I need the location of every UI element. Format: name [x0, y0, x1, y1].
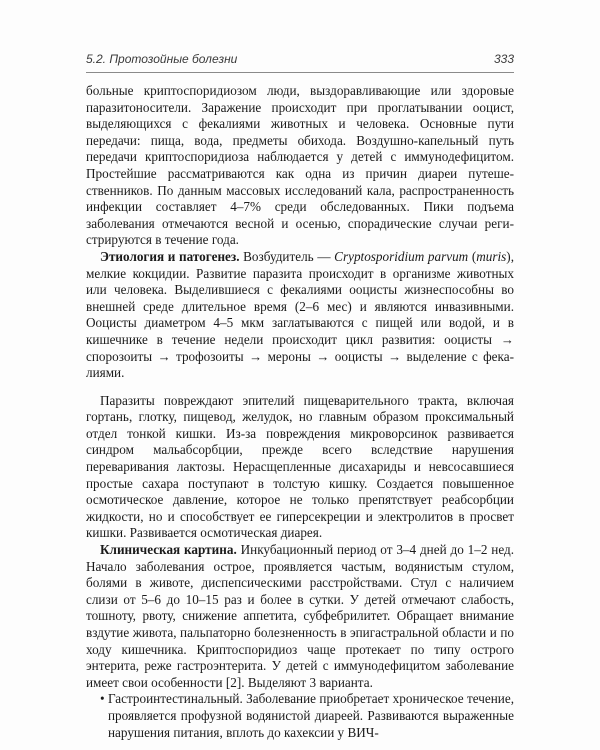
section-title: 5.2. Протозойные болезни: [86, 52, 238, 66]
paragraph-text: больные криптоспоридиозом люди, выздоравливающие или здоровые паразитоносители. Заражение происходит при проглатывании ооцист, выделяющихся с фекалиями животных и человека. Основные пути передачи: пища, вода, предметы обихода. Воздушно-капельный путь передачи криптоспоридиоза наблюдается у детей с иммунодефицитом. Простейшие рассматриваются как одна из причин диареи путешественников. По данным массовых исследований кала, распространенность инфекции составляет 4–7% среди обследованных. Пики подъема заболевания отмечаются весной и осенью, спорадические случаи регистрируются в течение года.: [86, 83, 514, 248]
header-divider: [86, 72, 514, 73]
species-name: Cryptosporidium parvum: [334, 248, 469, 264]
paragraph-heading: Этиология и патогенез.: [100, 248, 240, 264]
list-item: [86, 691, 514, 741]
paragraph-text: Паразиты повреждают эпителий пищеварительного тракта, включая гортань, глотку, пищевод, желудок, но главным образом проксимальный отдел тонкой кишки. Из-за повреждения микроворсинок развивается синдром мальабсорбции, прежде всего вследствие нарушения переваривания лактозы. Нерасщепленные дисахариды и невсосавшиеся простые сахара поступают в толстую кишку. Создается повышенное осмотическое давление, которое не только препятствует реабсорбции жидкости, но и способствует ее гиперсекреции и электролитов в просвет кишки. Развивается осмотическая диарея.: [86, 392, 514, 541]
paragraph-text: Инкубационный период от 3–4 дней до 1–2 нед. Начало заболевания острое, проявляется частым, водянистым стулом, болями в животе, диспепсическими расстройствами. Стул с наличием слизи от 5–6 до 10–15 раз и более в сутки. У детей отмечают слабость, тошноту, рвоту, снижение аппетита, субфебрилитет. Обращает внимание вздутие живота, пальпаторно болезненность в эпигастральной области и по ходу кишечника. Криптоспоридиоз чаще протекает по типу острого энтерита, реже гастроэнтерита. У детей с иммунодефицитом заболевание имеет свои особенности [2]. Выделяют 3 варианта.: [86, 542, 515, 690]
paragraph-continuation: [86, 83, 514, 249]
bullet-marker: •: [100, 691, 105, 707]
paragraph-heading: Клиническая картина.: [100, 542, 237, 558]
species-synonym: muris: [476, 248, 507, 264]
paragraph-text: ), мелкие кокцидии. Развитие паразита происходит в организме животных или человека. Выделившиеся с фекалиями ооцисты жизнеспособны во внешней среде длительное время (2–6 мес) и являются инвазивными. Ооцисты диаметром 4–5 мкм заглатываются с пищей или водой, и в кишечнике в течение недели происходит цикл развития: ооцисты → спорозоиты → трофозоиты → мероны → ооцисты → выделение с фекалиями.: [86, 248, 514, 381]
page-number: 333: [493, 52, 514, 66]
paragraph-pathogenesis: [86, 393, 514, 542]
body-text: [86, 83, 514, 741]
running-header: [86, 50, 514, 70]
paragraph-clinical: [86, 542, 514, 691]
paragraph-text: (: [468, 248, 477, 264]
paragraph-etiology: [86, 249, 514, 382]
list-item-text: Гастроинтестинальный. Заболевание приобретает хроническое течение, проявляется профузной водянистой диареей. Развиваются выраженные нарушения питания, вплоть до кахексии у ВИЧ-: [108, 691, 514, 740]
paragraph-text: Возбудитель —: [239, 248, 335, 264]
